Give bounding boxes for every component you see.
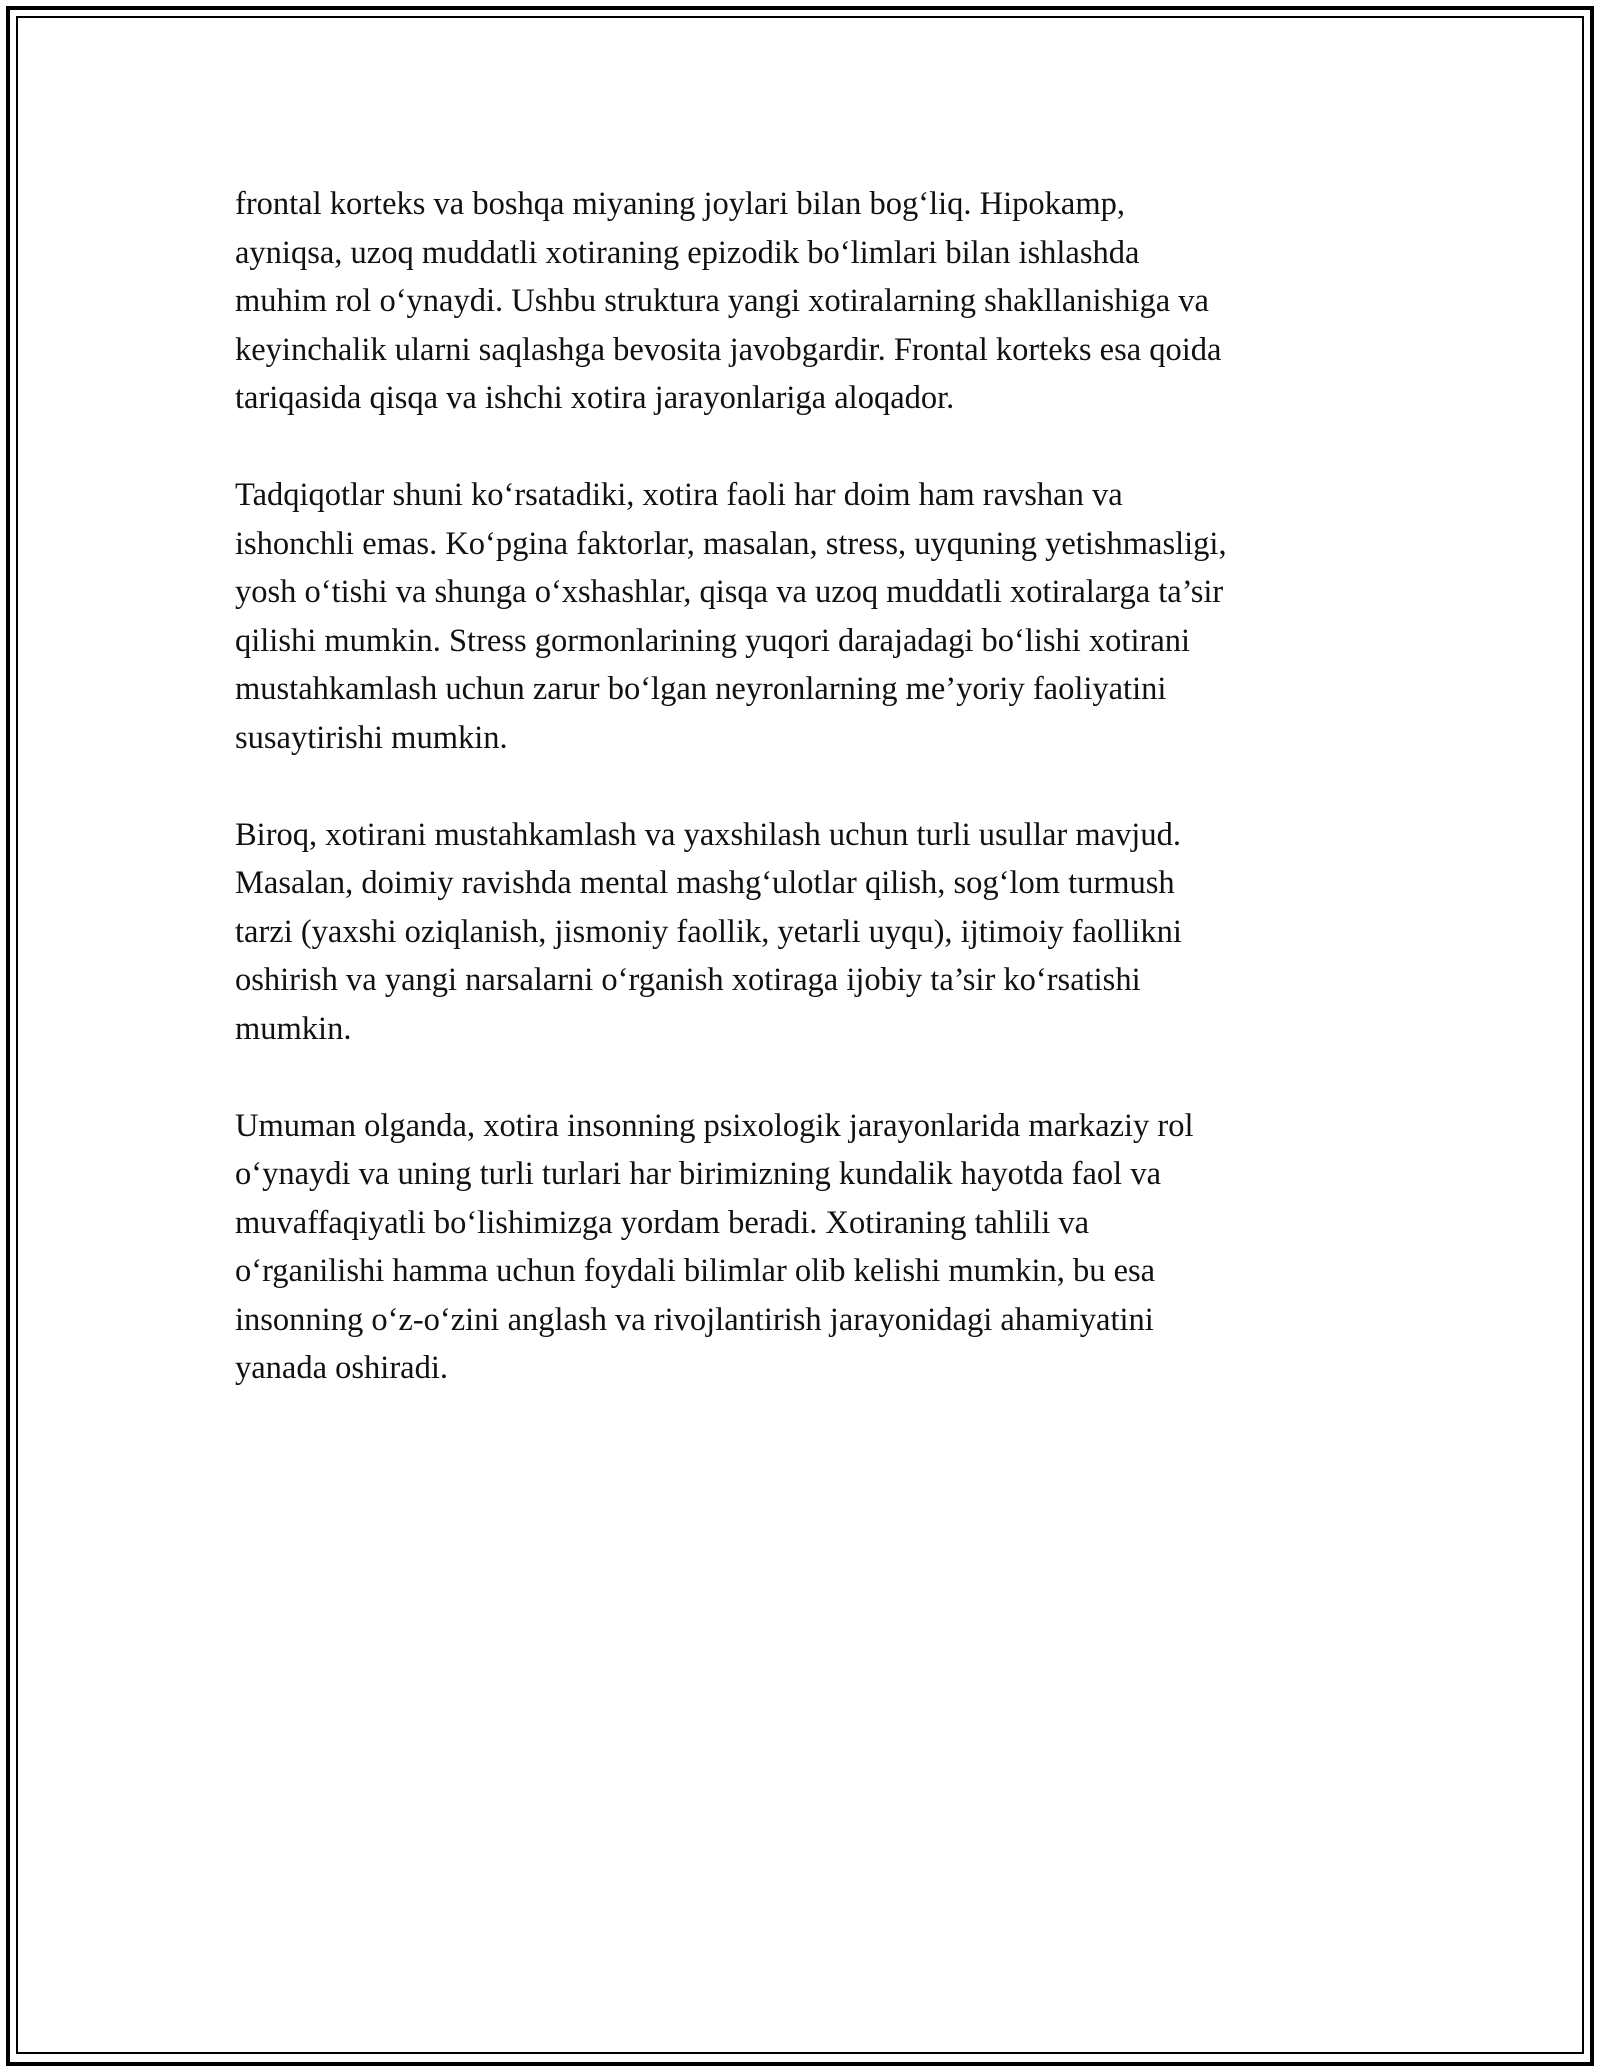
paragraph-3 (235, 811, 1365, 1054)
text-line: muvaffaqiyatli bo‘lishimizga yordam beradi. Xotiraning tahlili va (235, 1204, 1090, 1241)
text-line: qilishi mumkin. Stress gormonlarining yuqori darajadagi bo‘lishi xotirani (235, 622, 1191, 659)
text-line: Biroq, xotirani mustahkamlash va yaxshilash uchun turli usullar mavjud. (235, 816, 1181, 853)
text-line: keyinchalik ularni saqlashga bevosita javobgardir. Frontal korteks esa qoida (235, 331, 1222, 368)
text-line: yosh o‘tishi va shunga o‘xshashlar, qisqa va uzoq muddatli xotiralarga ta’sir (235, 574, 1224, 610)
text-line: tarzi (yaxshi oziqlanish, jismoniy faollik, yetarli uyqu), ijtimoiy faollikni (235, 913, 1182, 950)
text-line: muhim rol o‘ynaydi. Ushbu struktura yangi xotiralarning shakllanishiga va (235, 283, 1209, 319)
text-line: ishonchli emas. Ko‘pgina faktorlar, masalan, stress, uyquning yetishmasligi, (235, 525, 1227, 562)
text-line: oshirish va yangi narsalarni o‘rganish xotiraga ijobiy ta’sir ko‘rsatishi (235, 962, 1141, 998)
text-line: o‘rganilishi hamma uchun foydali bilimlar olib kelishi mumkin, bu esa (235, 1253, 1156, 1289)
text-line: o‘ynaydi va uning turli turlari har birimizning kundalik hayotda faol va (235, 1156, 1162, 1192)
text-line: insonning o‘z-o‘zini anglash va rivojlantirish jarayonidagi ahamiyatini (235, 1301, 1154, 1338)
paragraph-1 (235, 180, 1365, 423)
text-line: Umuman olganda, xotira insonning psixologik jarayonlarida markaziy rol (235, 1107, 1194, 1144)
text-line: frontal korteks va boshqa miyaning joylari bilan bog‘liq. Hipokamp, (235, 186, 1125, 222)
text-line: mumkin. (235, 1010, 352, 1047)
text-line: susaytirishi mumkin. (235, 719, 508, 756)
text-line: yanada oshiradi. (235, 1350, 448, 1386)
text-line: tariqasida qisqa va ishchi xotira jarayonlariga aloqador. (235, 380, 955, 416)
text-line: Tadqiqotlar shuni ko‘rsatadiki, xotira faoli har doim ham ravshan va (235, 477, 1123, 513)
text-line: Masalan, doimiy ravishda mental mashg‘ulotlar qilish, sog‘lom turmush (235, 865, 1175, 901)
text-line: mustahkamlash uchun zarur bo‘lgan neyronlarning me’yoriy faoliyatini (235, 671, 1167, 707)
paragraph-2 (235, 471, 1365, 762)
document-body (235, 180, 1365, 1441)
paragraph-4 (235, 1102, 1365, 1393)
text-line: ayniqsa, uzoq muddatli xotiraning epizodik bo‘limlari bilan ishlashda (235, 234, 1140, 271)
